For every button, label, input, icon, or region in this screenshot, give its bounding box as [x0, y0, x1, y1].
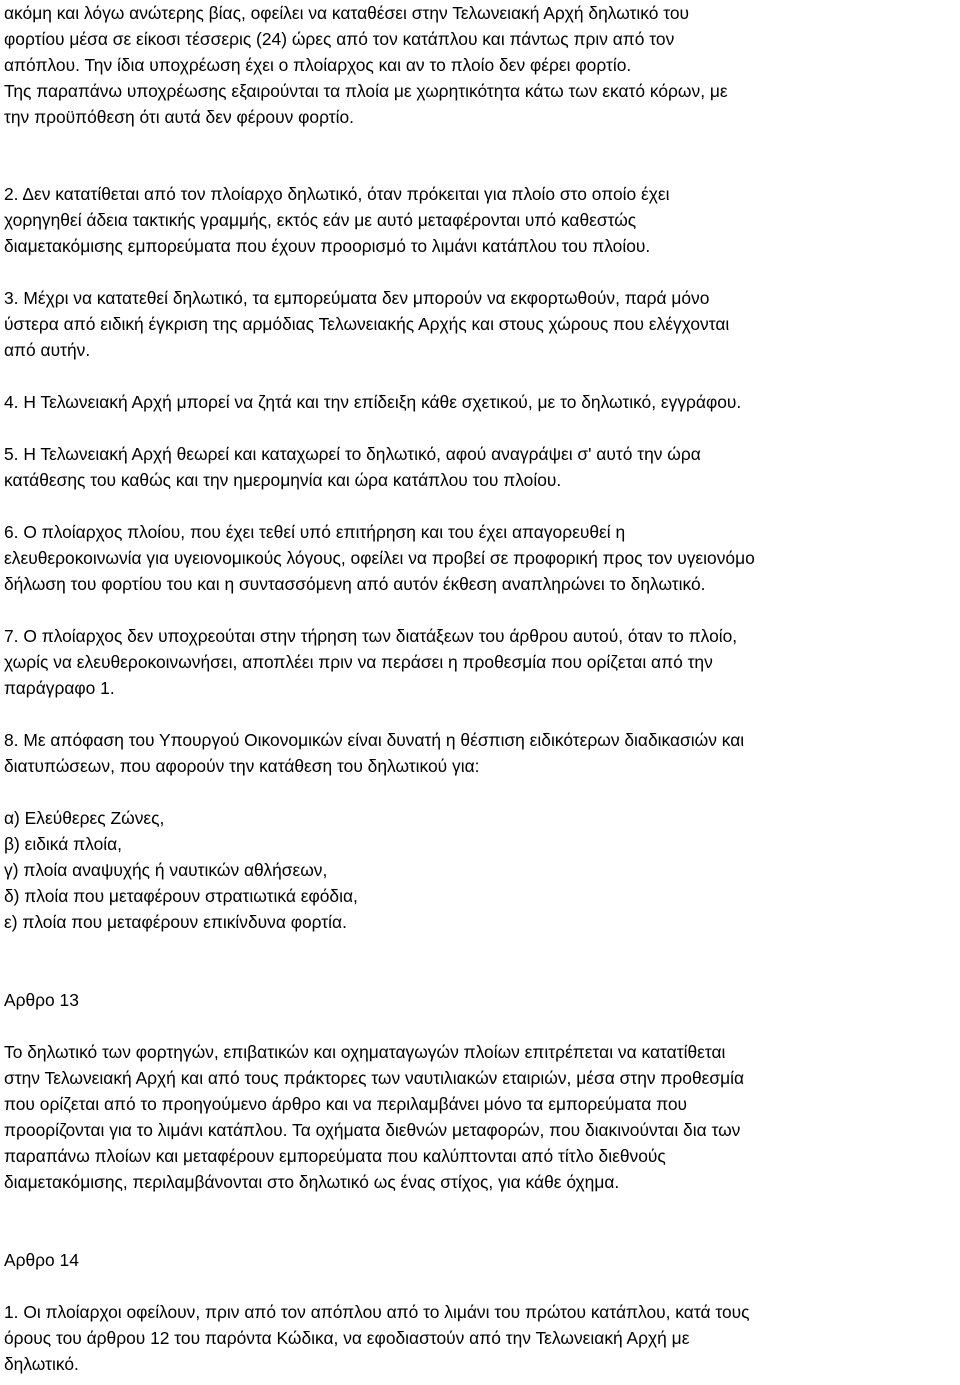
text-line: από αυτήν. [4, 340, 91, 360]
text-line: δήλωση του φορτίου του και η συντασσόμενη από αυτόν έκθεση αναπληρώνει το δηλωτικό. [4, 574, 706, 594]
text-line: 4. Η Τελωνειακή Αρχή μπορεί να ζητά και την επίδειξη κάθε σχετικού, με το δηλωτικό, εγγράφου. [4, 392, 742, 412]
article-14-heading [4, 1247, 958, 1273]
text-line: 5. Η Τελωνειακή Αρχή θεωρεί και καταχωρεί το δηλωτικό, αφού αναγράψει σ' αυτό την ώρα [4, 444, 701, 464]
text-line: διατυπώσεων, που αφορούν την κατάθεση του δηλωτικού για: [4, 756, 480, 776]
text-line: 3. Μέχρι να κατατεθεί δηλωτικό, τα εμπορεύματα δεν μπορούν να εκφορτωθούν, παρά μόνο [4, 288, 710, 308]
list-item: δ) πλοία που μεταφέρουν στρατιωτικά εφόδια, [4, 886, 358, 906]
paragraph-2 [4, 181, 958, 259]
text-line: παραπάνω πλοίων και μεταφέρουν εμπορεύματα που καλύπτονται από τίτλο διεθνούς [4, 1146, 666, 1166]
list-item: ε) πλοία που μεταφέρουν επικίνδυνα φορτία. [4, 912, 347, 932]
text-line: 1. Οι πλοίαρχοι οφείλουν, πριν από τον απόπλου από το λιμάνι του πρώτου κατάπλου, κατά τους [4, 1302, 750, 1322]
article-13-heading [4, 987, 958, 1013]
text-line: διαμετακόμισης, περιλαμβάνονται στο δηλωτικό ως ένας στίχος, για κάθε όχημα. [4, 1172, 620, 1192]
text-line: προορίζονται για το λιμάνι κατάπλου. Τα οχήματα διεθνών μεταφορών, που διακινούνται δια των [4, 1120, 741, 1140]
text-line: 2. Δεν κατατίθεται από τον πλοίαρχο δηλωτικό, όταν πρόκειται για πλοίο στο οποίο έχει [4, 184, 670, 204]
text-line: 6. Ο πλοίαρχος πλοίου, που έχει τεθεί υπό επιτήρηση και του έχει απαγορευθεί η [4, 522, 626, 542]
text-line: ύστερα από ειδική έγκριση της αρμόδιας Τελωνειακής Αρχής και στους χώρους που ελέγχονται [4, 314, 730, 334]
text-line: χορηγηθεί άδεια τακτικής γραμμής, εκτός εάν με αυτό μεταφέρονται υπό καθεστώς [4, 210, 637, 230]
paragraph-5 [4, 441, 958, 493]
text-line: 8. Με απόφαση του Υπουργού Οικονομικών είναι δυνατή η θέσπιση ειδικότερων διαδικασιών και [4, 730, 745, 750]
text-line: ακόμη και λόγω ανώτερης βίας, οφείλει να καταθέσει στην Τελωνειακή Αρχή δηλωτικό του [4, 3, 690, 23]
heading-text: Αρθρο 14 [4, 1250, 79, 1270]
text-line: απόπλου. Την ίδια υποχρέωση έχει ο πλοίαρχος και αν το πλοίο δεν φέρει φορτίο. [4, 55, 632, 75]
item-list [4, 805, 958, 935]
article-14-body [4, 1299, 958, 1377]
text-line: ελευθεροκοινωνία για υγειονομικούς λόγους, οφείλει να προβεί σε προφορική προς τον υγειονόμο [4, 548, 755, 568]
text-line: φορτίου μέσα σε είκοσι τέσσερις (24) ώρες από τον κατάπλου και πάντως πριν από τον [4, 29, 675, 49]
list-item: β) ειδικά πλοία, [4, 834, 123, 854]
paragraph-6 [4, 519, 958, 597]
text-line: παράγραφο 1. [4, 678, 115, 698]
paragraph-8 [4, 727, 958, 779]
text-line: την προϋπόθεση ότι αυτά δεν φέρουν φορτίο. [4, 107, 354, 127]
text-line: που ορίζεται από το προηγούμενο άρθρο και να περιλαμβάνει μόνο τα εμπορεύματα που [4, 1094, 688, 1114]
heading-text: Αρθρο 13 [4, 990, 79, 1010]
list-item: α) Ελεύθερες Ζώνες, [4, 808, 165, 828]
text-line: Της παραπάνω υποχρέωσης εξαιρούνται τα πλοία με χωρητικότητα κάτω των εκατό κόρων, με [4, 81, 728, 101]
paragraph-7 [4, 623, 958, 701]
paragraph-3 [4, 285, 958, 363]
paragraph-intro [4, 0, 958, 130]
text-line: 7. Ο πλοίαρχος δεν υποχρεούται στην τήρηση των διατάξεων του άρθρου αυτού, όταν το πλοίο, [4, 626, 738, 646]
text-line: στην Τελωνειακή Αρχή και από τους πράκτορες των ναυτιλιακών εταιριών, μέσα στην προθεσμία [4, 1068, 745, 1088]
text-line: διαμετακόμισης εμπορεύματα που έχουν προορισμό το λιμάνι κατάπλου του πλοίου. [4, 236, 651, 256]
text-line: Το δηλωτικό των φορτηγών, επιβατικών και οχηματαγωγών πλοίων επιτρέπεται να κατατίθεται [4, 1042, 726, 1062]
text-line: κατάθεσης του καθώς και την ημερομηνία και ώρα κατάπλου του πλοίου. [4, 470, 562, 490]
text-line: όρους του άρθρου 12 του παρόντα Κώδικα, να εφοδιαστούν από την Τελωνειακή Αρχή με [4, 1328, 690, 1348]
list-item: γ) πλοία αναψυχής ή ναυτικών αθλήσεων, [4, 860, 328, 880]
text-line: δηλωτικό. [4, 1354, 79, 1374]
text-line: χωρίς να ελευθεροκοινωνήσει, αποπλέει πριν να περάσει η προθεσμία που ορίζεται από την [4, 652, 713, 672]
paragraph-4 [4, 389, 958, 415]
article-13-body [4, 1039, 958, 1195]
